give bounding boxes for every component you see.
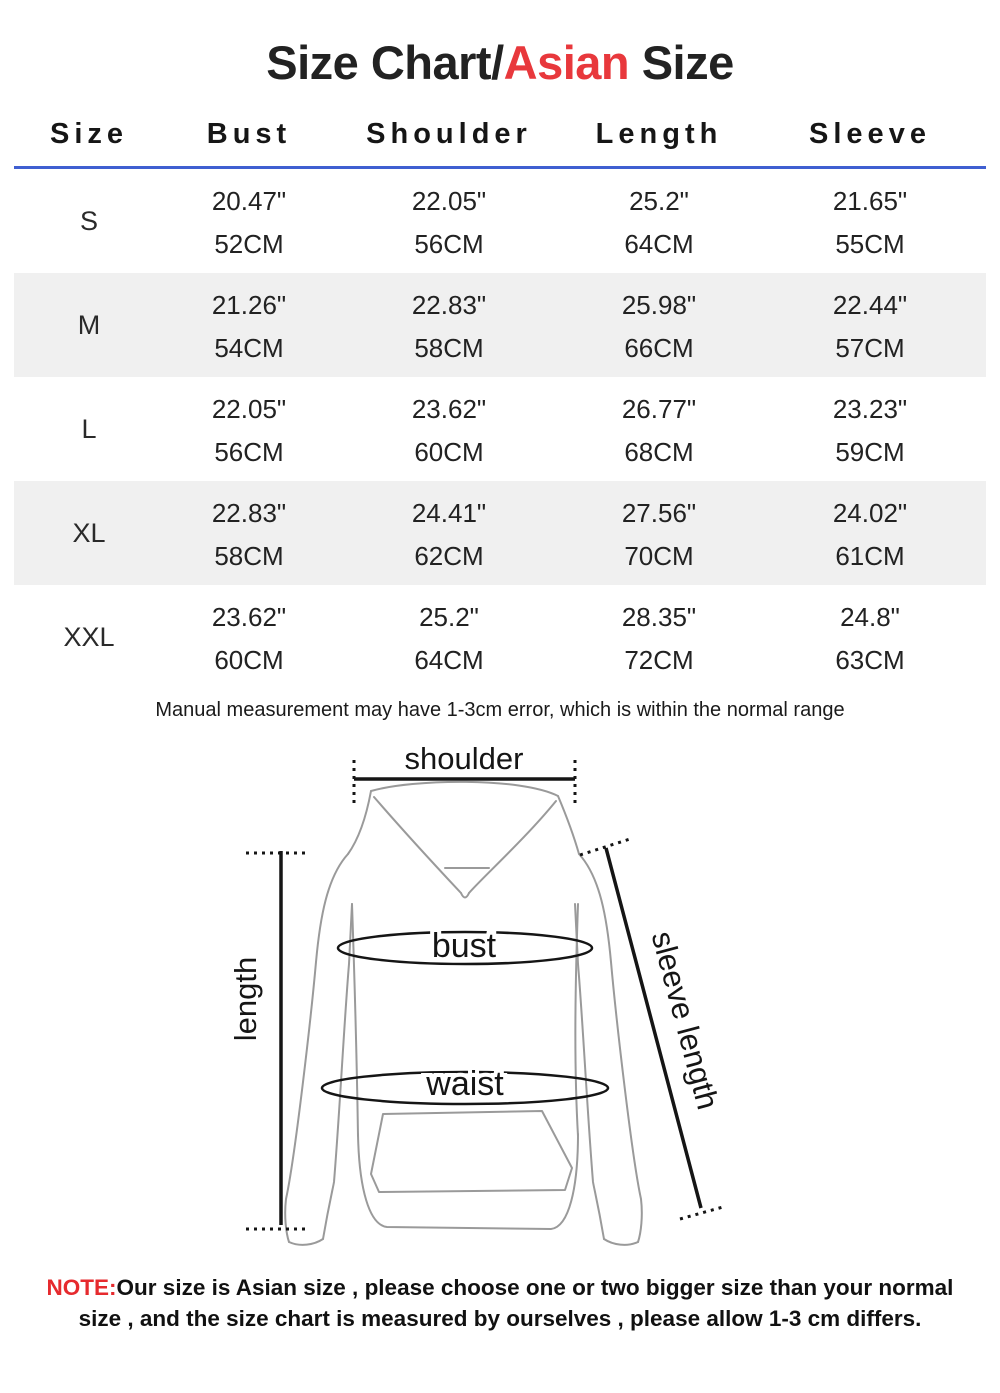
cm-value: 60CM	[414, 437, 484, 468]
size-label: S	[79, 205, 98, 236]
bust-cell	[164, 273, 334, 377]
bust-cell	[164, 585, 334, 689]
cm-value: 59CM	[835, 437, 905, 468]
inch-value: 25.98"	[621, 290, 697, 321]
cm-value: 56CM	[414, 229, 484, 260]
hoodie-measurement-diagram	[228, 736, 768, 1266]
column-header-size: Size	[49, 118, 129, 151]
sleeve-cell	[754, 481, 986, 585]
shoulder-cell	[334, 169, 564, 273]
inch-value: 20.47"	[211, 186, 287, 217]
shoulder-cell	[334, 481, 564, 585]
measurement-tolerance-note: Manual measurement may have 1-3cm error, which is within the normal range	[155, 699, 845, 722]
cm-value: 61CM	[835, 541, 905, 572]
table-header-row	[14, 118, 986, 151]
bust-cell	[164, 481, 334, 585]
shoulder-cell	[334, 377, 564, 481]
shoulder-cell	[334, 273, 564, 377]
table-row	[14, 169, 986, 273]
inch-value: 24.8"	[840, 602, 900, 633]
bust-cell	[164, 169, 334, 273]
title-prefix: Size Chart/	[266, 36, 504, 89]
bust-cell	[164, 377, 334, 481]
table-row	[14, 481, 986, 585]
inch-value: 24.02"	[832, 498, 908, 529]
inch-value: 22.44"	[832, 290, 908, 321]
note-text: Our size is Asian size , please choose one or two bigger size than your normal size , and the size chart is measured by ourselves , please allow 1-3 cm differs.	[78, 1275, 954, 1332]
bust-label: bust	[431, 927, 497, 966]
column-header-length: Length	[595, 118, 723, 151]
length-label: length	[228, 956, 263, 1042]
cm-value: 56CM	[214, 437, 284, 468]
inch-value: 21.65"	[832, 186, 908, 217]
cm-value: 66CM	[624, 333, 694, 364]
inch-value: 28.35"	[621, 602, 697, 633]
cm-value: 60CM	[214, 645, 284, 676]
cm-value: 68CM	[624, 437, 694, 468]
note-prefix: NOTE:	[46, 1275, 117, 1301]
length-cell	[564, 273, 754, 377]
cm-value: 57CM	[835, 333, 905, 364]
column-header-sleeve: Sleeve	[809, 118, 931, 151]
cm-value: 58CM	[214, 541, 284, 572]
size-label: XXL	[63, 621, 115, 652]
inch-value: 25.2"	[629, 186, 689, 217]
inch-value: 26.77"	[621, 394, 697, 425]
sleeve-cell	[754, 273, 986, 377]
table-row	[14, 585, 986, 689]
inch-value: 21.26"	[211, 290, 287, 321]
length-cell	[564, 377, 754, 481]
shoulder-label: shoulder	[404, 741, 524, 777]
inch-value: 22.83"	[211, 498, 287, 529]
length-cell	[564, 169, 754, 273]
cm-value: 54CM	[214, 333, 284, 364]
cm-value: 52CM	[214, 229, 284, 260]
inch-value: 22.05"	[211, 394, 287, 425]
title-highlight: Asian	[503, 36, 630, 89]
size-label: M	[77, 309, 101, 340]
inch-value: 23.62"	[411, 394, 487, 425]
cm-value: 62CM	[414, 541, 484, 572]
title-suffix: Size	[629, 36, 734, 89]
cm-value: 63CM	[835, 645, 905, 676]
inch-value: 27.56"	[621, 498, 697, 529]
size-label: XL	[72, 517, 106, 548]
length-cell	[564, 481, 754, 585]
inch-value: 24.41"	[411, 498, 487, 529]
length-cell	[564, 585, 754, 689]
inch-value: 22.05"	[411, 186, 487, 217]
inch-value: 23.62"	[211, 602, 287, 633]
table-row	[14, 273, 986, 377]
sleeve-cell	[754, 377, 986, 481]
column-header-bust: Bust	[206, 118, 292, 151]
table-row	[14, 377, 986, 481]
page-title	[0, 0, 1000, 90]
size-table	[14, 118, 986, 689]
cm-value: 55CM	[835, 229, 905, 260]
cm-value: 58CM	[414, 333, 484, 364]
waist-label: waist	[426, 1065, 504, 1104]
cm-value: 72CM	[624, 645, 694, 676]
shoulder-cell	[334, 585, 564, 689]
column-header-shoulder: Shoulder	[366, 118, 532, 151]
footer-note	[35, 1272, 965, 1334]
inch-value: 25.2"	[419, 602, 479, 633]
size-label: L	[81, 413, 97, 444]
sleeve-cell	[754, 169, 986, 273]
cm-value: 64CM	[624, 229, 694, 260]
inch-value: 22.83"	[411, 290, 487, 321]
sleeve-cell	[754, 585, 986, 689]
cm-value: 64CM	[414, 645, 484, 676]
measurement-marks	[246, 760, 723, 1229]
cm-value: 70CM	[624, 541, 694, 572]
inch-value: 23.23"	[832, 394, 908, 425]
sleeve-length-label: sleeve length	[644, 927, 726, 1114]
